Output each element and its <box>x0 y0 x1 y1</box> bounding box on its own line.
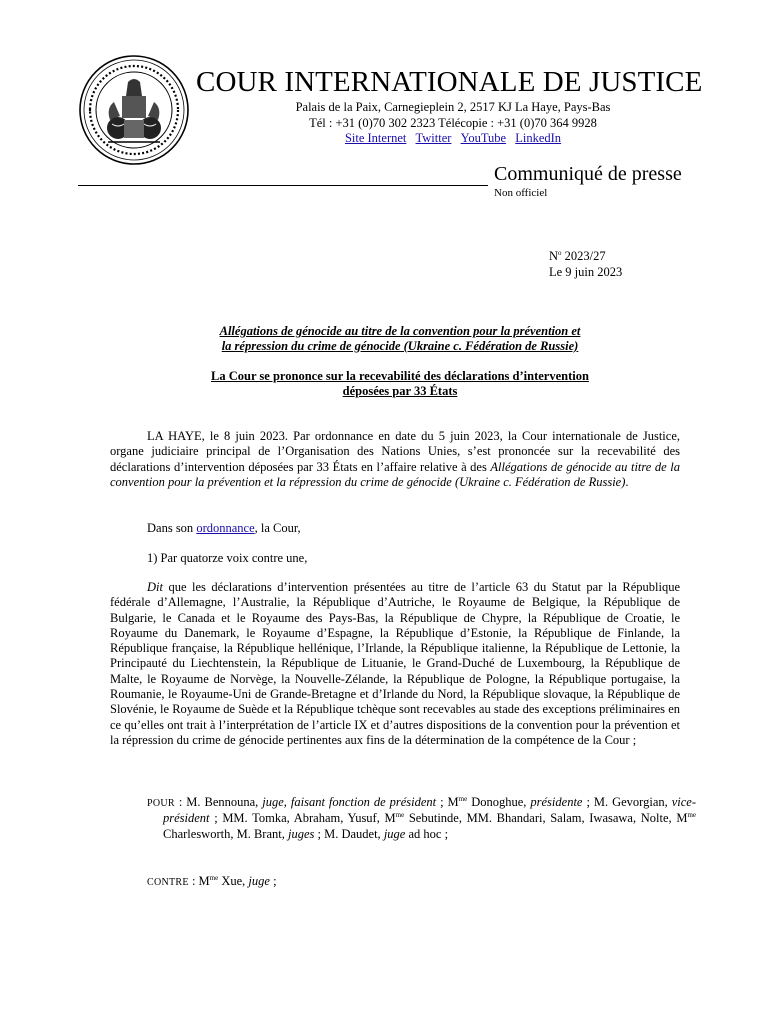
link-linkedin[interactable]: LinkedIn <box>515 131 562 145</box>
press-release-number: $N^o$ 2023/27 <box>549 248 606 263</box>
header-rule <box>78 185 488 186</box>
order-link[interactable]: ordonnance <box>196 521 255 535</box>
link-twitter[interactable]: Twitter <box>415 131 452 145</box>
address-block <box>196 99 710 131</box>
link-youtube[interactable]: YouTube <box>460 131 507 145</box>
address-line: Palais de la Paix, Carnegieplein 2, 2517 KJ La Haye, Pays-Bas <box>295 100 611 114</box>
paragraph-vote: 1) Par quatorze voix contre une, <box>147 551 308 565</box>
paragraph-order: Dans son ordonnance, la Cour, <box>147 521 301 535</box>
phone-fax-line: Tél : +31 (0)70 302 2323 Télécopie : +31 (0)70 364 9928 <box>309 116 597 130</box>
icj-seal-logo <box>78 54 190 166</box>
vote-against: CONTRE : $M^{me}$ Xue, juge ; <box>147 873 277 888</box>
link-website[interactable]: Site Internet <box>344 131 407 145</box>
unofficial-label: Non officiel <box>494 187 548 199</box>
case-title: Allégations de génocide au titre de la convention pour la prévention et la répression du crime de génocide (Ukraine c. Fédération de Russie) <box>219 324 581 353</box>
press-release-date: Le 9 juin 2023 <box>549 265 623 279</box>
vote-for: POUR : M. Bennouna, juge, faisant fonction de président ; $M^{me}$ Donoghue, présidente ; M. Gevorgian, vice-président ; MM. Tomka, Abraham, Yusuf, $M^{me}$ Sebutinde, MM. Bhandari, Salam, Iwasawa, Nolte, $M^{me}$ Charlesworth, M. Brant, juges ; M. Daudet, juge ad hoc ; <box>147 794 697 841</box>
paragraph-intro: LA HAYE, le 8 juin 2023. Par ordonnance en date du 5 juin 2023, la Cour internationale de Justice, organe judiciaire principal de l’Organisation des Nations Unies, s’est prononcée sur la recevabilité des déclarations d’intervention déposées par 33 États en l’affaire relative à des Allégations de génocide au titre de la convention pour la prévention et la répression du crime de génocide (Ukraine c. Fédération de Russie). <box>110 429 680 489</box>
headline: La Cour se prononce sur la recevabilité des déclarations d’intervention déposées par 33 États <box>211 369 589 398</box>
paragraph-decision: Dit que les déclarations d’intervention présentées au titre de l’article 63 du Statut par la République fédérale d’Allemagne, l’Australie, la République d’Autriche, le Royaume de Belgique, la République de Bulgarie, le Canada et le Royaume des Pays-Bas, la République de Chypre, la République de Croatie, le Royaume du Danemark, le Royaume d’Espagne, la République d’Estonie, la République de Finlande, la République française, la République hellénique, l’Irlande, la République italienne, la République de Lettonie, la Principauté du Liechtenstein, la République de Lituanie, le Grand-Duché de Luxembourg, la République de Malte, le Royaume de Norvège, la Nouvelle-Zélande, la République de Pologne, la République portugaise, la Roumanie, le Royaume-Uni de Grande-Bretagne et d’Irlande du Nord, la République slovaque, la République de Slovénie, le Royaume de Suède et la République tchèque sont recevables au stade des exceptions préliminaires en ce qu’elles ont trait à l’interprétation de l’article IX et d’autres dispositions de la convention pour la prévention et la répression du crime de génocide pertinentes aux fins de la détermination de la compétence de la Cour ; <box>110 580 680 747</box>
header-links <box>196 131 710 146</box>
press-release-label: Communiqué de presse <box>494 163 682 185</box>
reference-block <box>549 248 622 280</box>
court-title: COUR INTERNATIONALE DE JUSTICE <box>196 66 703 98</box>
